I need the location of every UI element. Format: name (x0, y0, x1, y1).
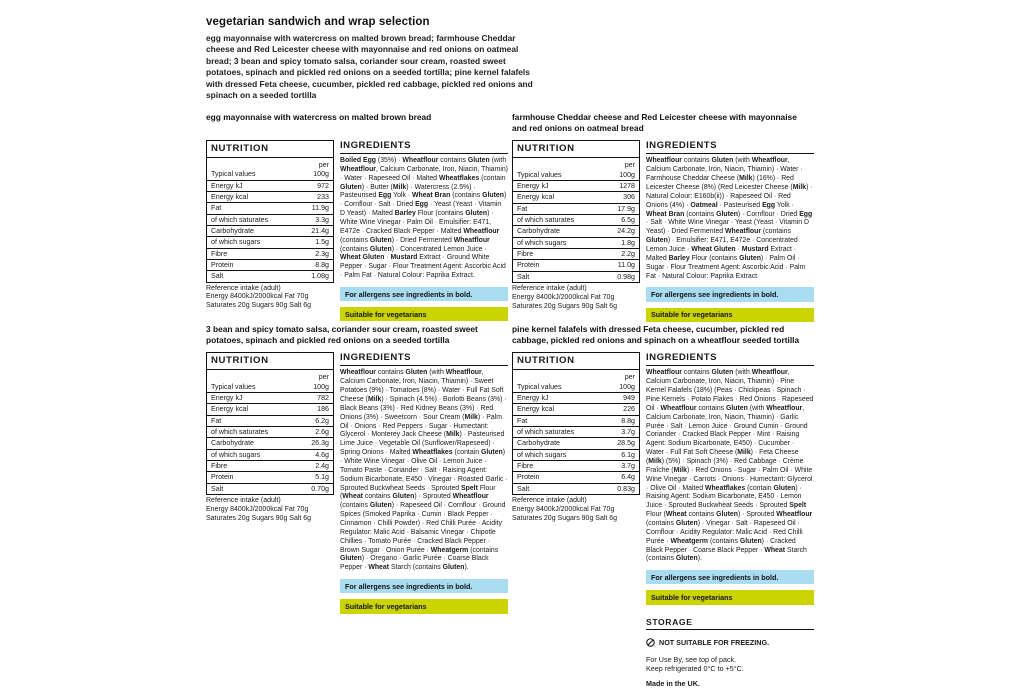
nutrition-row-label: Energy kJ (207, 180, 297, 191)
table-row (513, 483, 639, 494)
nutrition-row-label: Protein (207, 472, 297, 483)
nutrition-row-label: Energy kcal (207, 404, 297, 415)
nutrition-row-label: Carbohydrate (513, 226, 603, 237)
nutrition-row-label (513, 158, 603, 169)
panel-title: 3 bean and spicy tomato salsa, coriander sour cream, roasted sweet potatoes, spinach and pickled red onions on a seeded tortilla (206, 324, 478, 346)
table-row (513, 260, 639, 271)
nutrition-row-value: 2.4g (297, 460, 333, 471)
nutrition-row-label: Fibre (513, 248, 603, 259)
nutrition-values-table (513, 370, 639, 494)
no-freezing-icon (646, 634, 655, 652)
nutrition-row-value: 11.9g (297, 203, 333, 214)
nutrition-row-label: Salt (517, 484, 530, 493)
nutrition-table (206, 352, 334, 495)
table-row (513, 180, 639, 191)
nutrition-row-label: Typical values (513, 170, 603, 181)
nutrition-values-table (207, 370, 333, 494)
allergen-banner: For allergens see ingredients in bold. (646, 570, 814, 584)
nutrition-row-label: Salt (211, 484, 224, 493)
panel-title: farmhouse Cheddar cheese and Red Leicester cheese with mayonnaise and red onions on oatmeal bread (512, 112, 797, 134)
reference-intake-line: Saturates 20g Sugars 90g Salt 6g (512, 514, 618, 522)
refrigerate-text: Keep refrigerated 0°C to +5°C. (646, 664, 744, 674)
table-row (513, 248, 639, 259)
nutrition-row-value: 0.83g (617, 484, 635, 493)
nutrition-row-label: of which sugars (513, 449, 603, 460)
nutrition-row-value: 3.7g (603, 426, 639, 437)
nutrition-row-label: Protein (513, 260, 603, 271)
nutrition-row-label: Protein (513, 472, 603, 483)
reference-intake-line: Saturates 20g Sugars 90g Salt 6g (512, 302, 618, 310)
table-row (513, 438, 639, 449)
vegetarian-banner: Suitable for vegetarians (340, 599, 508, 613)
nutrition-row-label: Energy kcal (207, 191, 297, 202)
product-panel (512, 324, 814, 688)
nutrition-row-label: Salt (517, 272, 530, 281)
nutrition-row-value: 306 (603, 192, 639, 203)
nutrition-row-value: 26.3g (297, 438, 333, 449)
product-description: egg mayonnaise with watercress on malted brown bread; farmhouse Cheddar cheese and Red Leicester cheese with mayonnaise and red onions on oatmeal bread; 3 bean and spicy tomato salsa, coriander sour cream, roasted sweet potatoes, spinach and pickled red onions on a seeded tortilla; pine kernel falafels with dressed Feta cheese, cucumber, pickled red cabbage, pickled red onions and spinach on a seeded tortilla (206, 33, 533, 101)
nutrition-row-label: Typical values (207, 382, 297, 393)
reference-intake-line: Saturates 20g Sugars 90g Salt 6g (206, 514, 312, 522)
page-title: vegetarian sandwich and wrap selection (206, 16, 430, 28)
table-row (513, 237, 639, 248)
table-row (207, 472, 333, 483)
table-row (207, 248, 333, 259)
nutrition-row-label: Carbohydrate (207, 438, 297, 449)
nutrition-row-value: 0.98g (617, 272, 635, 281)
nutrition-row-label: of which saturates (207, 426, 297, 437)
nutrition-row-value: 17.9g (603, 203, 639, 214)
nutrition-heading: NUTRITION (513, 353, 639, 370)
reference-intake (512, 495, 640, 524)
nutrition-row-value: 233 (297, 191, 333, 202)
nutrition-heading: NUTRITION (207, 353, 333, 370)
nutrition-row-label: of which sugars (513, 237, 603, 248)
product-panel (206, 324, 508, 614)
nutrition-row-value: 6.4g (603, 472, 639, 483)
table-row (513, 192, 639, 203)
nutrition-row-label: Carbohydrate (207, 225, 297, 236)
nutrition-row-value: 8.8g (297, 259, 333, 270)
nutrition-row-label: Fat (513, 415, 603, 426)
table-row (513, 415, 639, 426)
reference-intake (206, 495, 334, 524)
nutrition-row-label: Fibre (207, 248, 297, 259)
nutrition-row-label: Energy kJ (513, 392, 603, 403)
reference-intake-line: Energy 8400kJ/2000kcal Fat 70g (206, 293, 309, 301)
nutrition-row-value: 6.5g (603, 214, 639, 225)
nutrition-row-value: 21.4g (297, 225, 333, 236)
nutrition-column (206, 352, 334, 523)
nutrition-row-value: 1.08g (311, 272, 329, 281)
ingredients-heading: INGREDIENTS (646, 352, 814, 366)
reference-intake (512, 283, 640, 312)
table-row (207, 382, 333, 393)
vegetarian-banner: Suitable for vegetarians (646, 308, 814, 322)
table-row (207, 271, 333, 282)
nutrition-row-value: 11.0g (603, 260, 639, 271)
product-panel (512, 112, 814, 322)
panel-columns (512, 140, 814, 321)
ingredients-text: Wheatflour contains Gluten (with Wheatflour, Calcium Carbonate, Iron, Niacin, Thiamin) · Water · Farmhouse Cheddar Cheese (Milk) (16%) · Red Leicester Cheese (8%) (Red Leicester Cheese (Milk) · Natural Colour: E160b(ii)) · Rapeseed Oil · Red Onions (4%) · Oatmeal · Pasteurised Egg Yolk · Wheat Bran (contains Gluten) · Cornflour · Dried Egg · Salt · White Wine Vinegar · Yeast (Yeast · Vitamin D Yeast) · Dried Fermented Wheatflour (contains Gluten) · Emulsifier: E471, E472e · Concentrated Lemon Juice · Wheat Gluten · Mustard Extract · Malted Barley Flour (contains Gluten) · Palm Oil · Sugar · Flour Treatment Agent: Ascorbic Acid · Palm Fat · Natural Colour: Paprika Extract. (646, 157, 813, 280)
reference-intake (206, 283, 334, 312)
panel-columns (206, 352, 508, 613)
nutrition-row-value: 1.5g (297, 237, 333, 248)
nutrition-row-label: Carbohydrate (513, 438, 603, 449)
ingredients-heading: INGREDIENTS (340, 352, 508, 366)
nutrition-row-value: 100g (297, 382, 333, 393)
nutrition-heading: NUTRITION (513, 141, 639, 158)
nutrition-row-value: 1278 (603, 180, 639, 191)
table-row (513, 392, 639, 403)
nutrition-row-label: Protein (207, 259, 297, 270)
product-panel (206, 112, 508, 321)
nutrition-row-label: Typical values (207, 169, 297, 180)
table-row (207, 438, 333, 449)
reference-intake-title: Reference intake (adult) (206, 496, 281, 504)
header-block (206, 16, 536, 102)
nutrition-row-value: 0.70g (311, 484, 329, 493)
nutrition-heading: NUTRITION (207, 141, 333, 158)
table-row (513, 449, 639, 460)
nutrition-row-label: Fat (207, 203, 297, 214)
allergen-banner: For allergens see ingredients in bold. (340, 287, 508, 301)
nutrition-row-value: 972 (297, 180, 333, 191)
panel-title: egg mayonnaise with watercress on malted brown bread (206, 112, 432, 122)
nutrition-row-label: of which sugars (207, 237, 297, 248)
nutrition-row-label: Fat (207, 415, 297, 426)
nutrition-row-value: 100g (603, 170, 639, 181)
reference-intake-line: Saturates 20g Sugars 90g Salt 6g (206, 302, 312, 310)
nutrition-row-label: Salt (211, 272, 224, 281)
nutrition-row-value: 5.1g (297, 472, 333, 483)
nutrition-column (206, 140, 334, 311)
use-by-text: For Use By, see top of pack. (646, 654, 737, 664)
nutrition-row-label: of which sugars (207, 449, 297, 460)
nutrition-values-table (207, 158, 333, 282)
vegetarian-banner: Suitable for vegetarians (646, 590, 814, 604)
panel-columns (512, 352, 814, 688)
ingredients-heading: INGREDIENTS (340, 140, 508, 154)
nutrition-row-label: Energy kJ (513, 180, 603, 191)
nutrition-row-value: 2.3g (297, 248, 333, 259)
nutrition-row-value: 24.2g (603, 226, 639, 237)
ingredients-text: Wheatflour contains Gluten (with Wheatflour, Calcium Carbonate, Iron, Niacin, Thiamin) · Pine Kernel Falafels (18%) (Peas · Chickpeas · Spinach · Pine Kernels · Potato Flakes · Red Onions · Rapeseed Oil · Wheatflour contains Gluten (with Wheatflour, Calcium Carbonate, Iron, Niacin, Thiamin) · Garlic Purée · Salt · Lemon Juice · Ground Cumin · Ground Coriander · Cracked Black Pepper · Mint · Raising Agent: Sodium Bicarbonate, E450) · Cucumber · Water · Full Fat Soft Cheese (Milk) · Feta Cheese (Milk) (5%) · Spinach (3%) · Red Cabbage · Crème Fraîche (Milk) · Red Onions · Sugar · Palm Oil · White Wine Vinegar · Carrots · Onions · Humectant: Glycerol · Olive Oil · Malted Wheatflakes (contain Gluten) · Raising Agent: Sodium Bicarbonate, E450 · Lemon Juice · Sprouted Buckwheat Seeds · Sprouted Spelt Flour (Wheat contains Gluten) · Sprouted Wheatflour (contains Gluten) · Vinegar · Salt · Rapeseed Oil · Cornflour · Acidity Regulator: Malic Acid · Red Chilli Purée · Wheatgerm (contains Gluten) · Cracked Black Pepper · Coarse Black Pepper · Wheat Starch (contains Gluten). (646, 369, 814, 563)
no-freezing-line (646, 634, 814, 652)
nutrition-row-value: 8.8g (603, 415, 639, 426)
nutrition-row-value: 4.6g (297, 449, 333, 460)
nutrition-row-value: 100g (603, 382, 639, 393)
table-row (513, 203, 639, 214)
nutrition-row-label (207, 370, 297, 381)
table-row (207, 169, 333, 180)
nutrition-row-value: 1.8g (603, 237, 639, 248)
ingredients-column (646, 140, 814, 321)
table-row (513, 382, 639, 393)
nutrition-row-label: Energy kcal (513, 404, 603, 415)
nutrition-row-value: 28.5g (603, 438, 639, 449)
nutrition-row-label: Fat (513, 203, 603, 214)
allergen-banner: For allergens see ingredients in bold. (646, 287, 814, 301)
nutrition-column (512, 352, 640, 523)
table-row (207, 426, 333, 437)
nutrition-row-label: Energy kcal (513, 192, 603, 203)
table-row (207, 225, 333, 236)
table-row (207, 259, 333, 270)
table-row (207, 460, 333, 471)
table-row (513, 404, 639, 415)
ingredients-column (340, 352, 508, 613)
nutrition-row-label: Fibre (207, 460, 297, 471)
nutrition-row-value: 2.6g (297, 426, 333, 437)
reference-intake-title: Reference intake (adult) (512, 496, 587, 504)
table-row (513, 460, 639, 471)
nutrition-row-value: 3.7g (603, 460, 639, 471)
nutrition-row-value: 6.2g (297, 415, 333, 426)
nutrition-row-label: of which saturates (513, 214, 603, 225)
panel-columns (206, 140, 508, 321)
table-row (207, 483, 333, 494)
table-row (513, 226, 639, 237)
ingredients-column (340, 140, 508, 321)
nutrition-values-table (513, 158, 639, 282)
table-row (513, 271, 639, 282)
table-row (207, 392, 333, 403)
made-in-text: Made in the UK. (646, 679, 700, 688)
nutrition-row-value: 186 (297, 404, 333, 415)
reference-intake-line: Energy 8400kJ/2000kcal Fat 70g (512, 505, 615, 513)
nutrition-column (512, 140, 640, 311)
table-row (207, 214, 333, 225)
nutrition-row-label: Fibre (513, 460, 603, 471)
nutrition-row-value: 226 (603, 404, 639, 415)
table-row (207, 203, 333, 214)
table-row (513, 170, 639, 181)
nutrition-row-label (513, 370, 603, 381)
no-freezing-text: NOT SUITABLE FOR FREEZING. (659, 638, 770, 648)
table-row (207, 191, 333, 202)
table-row (513, 426, 639, 437)
nutrition-row-label: Typical values (513, 382, 603, 393)
table-row (207, 449, 333, 460)
table-row (513, 214, 639, 225)
nutrition-table (512, 352, 640, 495)
allergen-banner: For allergens see ingredients in bold. (340, 579, 508, 593)
ingredients-text: Boiled Egg (35%) · Wheatflour contains Gluten (with Wheatflour, Calcium Carbonate, Iron, Niacin, Thiamin) · Water · Rapeseed Oil · Malted Wheatflakes (contain Gluten) · Butter (Milk) · Watercress (2.5%) · Pasteurised Egg Yolk · Wheat Bran (contains Gluten) · Cornflour · Salt · Dried Egg · Yeast (Yeast · Vitamin D Yeast) · Malted Barley Flour (contains Gluten) · White Wine Vinegar · Palm Oil · Emulsifier: E471, E472e · Cracked Black Pepper · Malted Wheatflour (contains Gluten) · Dried Fermented Wheatflour (contains Gluten) · Concentrated Lemon Juice · Wheat Gluten · Mustard Extract · Ground White Pepper · Sugar · Flour Treatment Agent: Ascorbic Acid · Palm Fat · Natural Colour: Paprika Extract. (340, 157, 508, 280)
table-row (207, 404, 333, 415)
nutrition-row-value: 6.1g (603, 449, 639, 460)
vegetarian-banner: Suitable for vegetarians (340, 307, 508, 321)
nutrition-row-label (207, 158, 297, 169)
nutrition-row-value: 3.3g (297, 214, 333, 225)
table-row (207, 237, 333, 248)
nutrition-row-label: of which saturates (513, 426, 603, 437)
nutrition-per-label: per (318, 161, 329, 169)
nutrition-row-value: 2.2g (603, 248, 639, 259)
ingredients-heading: INGREDIENTS (646, 140, 814, 154)
nutrition-row-value: 782 (297, 392, 333, 403)
table-row (207, 180, 333, 191)
ingredients-text: Wheatflour contains Gluten (with Wheatflour, Calcium Carbonate, Iron, Niacin, Thiamin) · Sweet Potatoes (9%) · Tomatoes (8%) · Water · Full Fat Soft Cheese (Milk) · Spinach (4.5%) · Borlotti Beans (3%) · Black Beans (3%) · Red Kidney Beans (3%) · Red Onions (3%) · Sweetcorn · Sour Cream (Milk) · Palm Oil · Onions · Red Peppers · Sugar · Humectant: Glycerol · Monterey Jack Cheese (Milk) · Pasteurised Lime Juice · Vegetable Oil (Sunflower/Rapeseed) · Spring Onions · Malted Wheatflakes (contain Gluten) · White Wine Vinegar · Olive Oil · Lemon Juice · Tomato Paste · Coriander · Salt · Raising Agent: Sodium Bicarbonate, E450 · Vinegar · Roasted Garlic · Sprouted Buckwheat Seeds · Sprouted Spelt Flour (Wheat contains Gluten) · Sprouted Wheatflour (contains Gluten) · Rapeseed Oil · Cornflour · Ground Spices (Smoked Paprika · Cumin · Black Pepper · Cinnamon · Chilli Powder) · Red Chilli Purée · Acidity Regulator: Malic Acid · Balsamic Vinegar · Chipotle Chillies · Tomato Purée · Cracked Black Pepper · Brown Sugar · Onion Purée · Wheatgerm (contains Gluten) · Oregano · Garlic Purée · Coarse Black Pepper · Wheat Starch (contains Gluten). (340, 369, 508, 572)
reference-intake-title: Reference intake (adult) (512, 284, 587, 292)
panel-title: pine kernel falafels with dressed Feta cheese, cucumber, pickled red cabbage, pickled red onions and spinach on a wheatflour seeded tortilla (512, 324, 800, 346)
nutrition-per-label: per (624, 161, 635, 170)
reference-intake-title: Reference intake (adult) (206, 284, 281, 292)
table-row (513, 472, 639, 483)
reference-intake-line: Energy 8400kJ/2000kcal Fat 70g (512, 293, 615, 301)
ingredients-column (646, 352, 814, 688)
nutrition-table (206, 140, 334, 283)
nutrition-per-label: per (318, 373, 329, 382)
nutrition-row-label: Energy kJ (207, 392, 297, 403)
storage-section (646, 617, 814, 688)
nutrition-table (512, 140, 640, 283)
table-row (207, 415, 333, 426)
storage-heading: STORAGE (646, 617, 814, 630)
nutrition-row-value: 100g (297, 169, 333, 180)
nutrition-row-value: 949 (603, 392, 639, 403)
reference-intake-line: Energy 8400kJ/2000kcal Fat 70g (206, 505, 309, 513)
nutrition-per-label: per (624, 373, 635, 382)
nutrition-row-label: of which saturates (207, 214, 297, 225)
